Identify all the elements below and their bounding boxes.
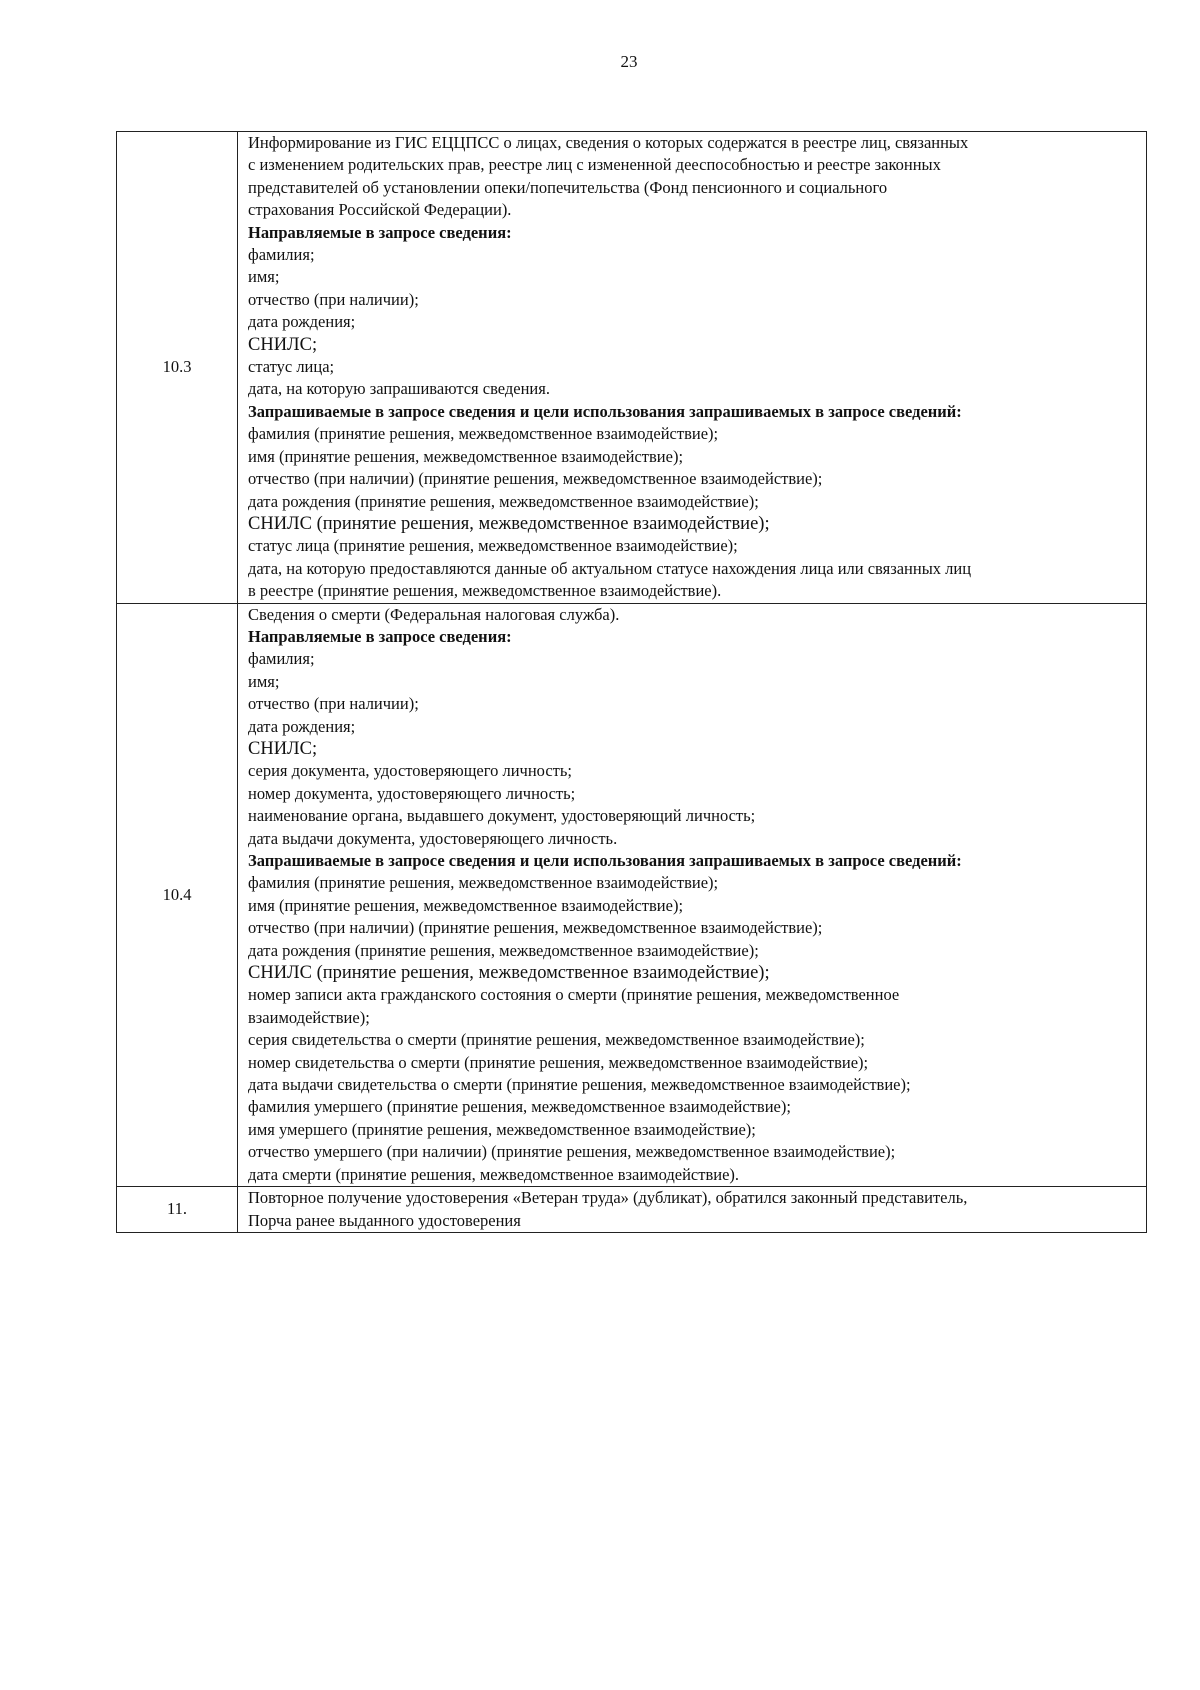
content-line: статус лица (принятие решения, межведомственное взаимодействие); [248, 536, 738, 556]
content-line: имя умершего (принятие решения, межведомственное взаимодействие); [248, 1119, 756, 1139]
content-line: СНИЛС (принятие решения, межведомственное взаимодействие); [248, 513, 770, 534]
table-body [117, 132, 1147, 1233]
content-line: фамилия умершего (принятие решения, межведомственное взаимодействие); [248, 1097, 791, 1117]
content-line: дата выдачи документа, удостоверяющего личность. [248, 828, 618, 848]
table-row [117, 1187, 1147, 1233]
content-line: в реестре (принятие решения, межведомственное взаимодействие). [248, 581, 722, 601]
content-line: с изменением родительских прав, реестре лиц с измененной дееспособностью и реестре законных [248, 155, 941, 175]
content-line: Повторное получение удостоверения «Ветеран труда» (дубликат), обратился законный представитель, [248, 1188, 968, 1208]
section-heading: Запрашиваемые в запросе сведения и цели использования запрашиваемых в запросе сведений: [248, 851, 962, 870]
content-line: серия свидетельства о смерти (принятие решения, межведомственное взаимодействие); [248, 1030, 865, 1050]
content-line: номер записи акта гражданского состояния о смерти (принятие решения, межведомственное [248, 985, 900, 1005]
table-row [117, 603, 1147, 1187]
table-row [117, 132, 1147, 604]
content-line: наименование органа, выдавшего документ, удостоверяющий личность; [248, 806, 756, 826]
row-number-cell [117, 132, 238, 604]
content-line: Порча ранее выданного удостоверения [248, 1210, 521, 1230]
row-number: 10.3 [162, 357, 192, 377]
document-table [116, 131, 1147, 1233]
row-content-cell [238, 1187, 1147, 1233]
content-line: дата, на которую запрашиваются сведения. [248, 379, 550, 399]
content-line: СНИЛС; [248, 334, 318, 355]
section-heading: Направляемые в запросе сведения: [248, 626, 512, 646]
content-line: Информирование из ГИС ЕЦЦПСС о лицах, сведения о которых содержатся в реестре лиц, связанных [248, 133, 969, 152]
content-line: СНИЛС; [248, 738, 318, 759]
row-content-cell [238, 603, 1147, 1187]
content-line: номер документа, удостоверяющего личность; [248, 783, 576, 803]
content-line: фамилия (принятие решения, межведомственное взаимодействие); [248, 873, 719, 893]
row-number-cell [117, 1187, 238, 1233]
content-line: имя (принятие решения, межведомственное взаимодействие); [248, 446, 684, 466]
content-line: фамилия (принятие решения, межведомственное взаимодействие); [248, 424, 719, 444]
content-line: серия документа, удостоверяющего личность; [248, 761, 572, 781]
content-line: имя; [248, 267, 280, 287]
content-line: отчество умершего (при наличии) (принятие решения, межведомственное взаимодействие); [248, 1142, 896, 1162]
content-line: имя (принятие решения, межведомственное взаимодействие); [248, 895, 684, 915]
content-line: страхования Российской Федерации). [248, 200, 512, 220]
content-line: дата рождения (принятие решения, межведомственное взаимодействие); [248, 491, 759, 511]
content-line: отчество (при наличии); [248, 694, 419, 714]
content-line: фамилия; [248, 649, 315, 669]
content-line: дата, на которую предоставляются данные об актуальном статусе нахождения лица или связанных лиц [248, 558, 972, 578]
content-line: дата рождения; [248, 312, 356, 332]
row-content-cell [238, 132, 1147, 604]
page-number: 23 [620, 52, 638, 71]
section-heading: Направляемые в запросе сведения: [248, 222, 512, 242]
content-line: СНИЛС (принятие решения, межведомственное взаимодействие); [248, 963, 770, 984]
content-line: статус лица; [248, 357, 335, 377]
content-line: представителей об установлении опеки/попечительства (Фонд пенсионного и социального [248, 177, 888, 197]
content-line: Сведения о смерти (Федеральная налоговая служба). [248, 604, 620, 624]
content-line: отчество (при наличии) (принятие решения, межведомственное взаимодействие); [248, 918, 823, 938]
content-line: дата рождения (принятие решения, межведомственное взаимодействие); [248, 940, 759, 960]
content-line: отчество (при наличии); [248, 289, 419, 309]
content-line: фамилия; [248, 245, 315, 265]
row-number: 11. [166, 1199, 187, 1219]
section-heading: Запрашиваемые в запросе сведения и цели использования запрашиваемых в запросе сведений: [248, 401, 962, 421]
content-line: номер свидетельства о смерти (принятие решения, межведомственное взаимодействие); [248, 1052, 869, 1072]
content-line: дата рождения; [248, 716, 356, 736]
content-line: взаимодействие); [248, 1007, 370, 1027]
content-line: дата смерти (принятие решения, межведомственное взаимодействие). [248, 1164, 740, 1184]
content-line: отчество (при наличии) (принятие решения, межведомственное взаимодействие); [248, 469, 823, 489]
row-number: 10.4 [162, 884, 192, 904]
row-number-cell [117, 603, 238, 1187]
content-line: дата выдачи свидетельства о смерти (принятие решения, межведомственное взаимодействие); [248, 1075, 911, 1095]
content-line: имя; [248, 671, 280, 691]
